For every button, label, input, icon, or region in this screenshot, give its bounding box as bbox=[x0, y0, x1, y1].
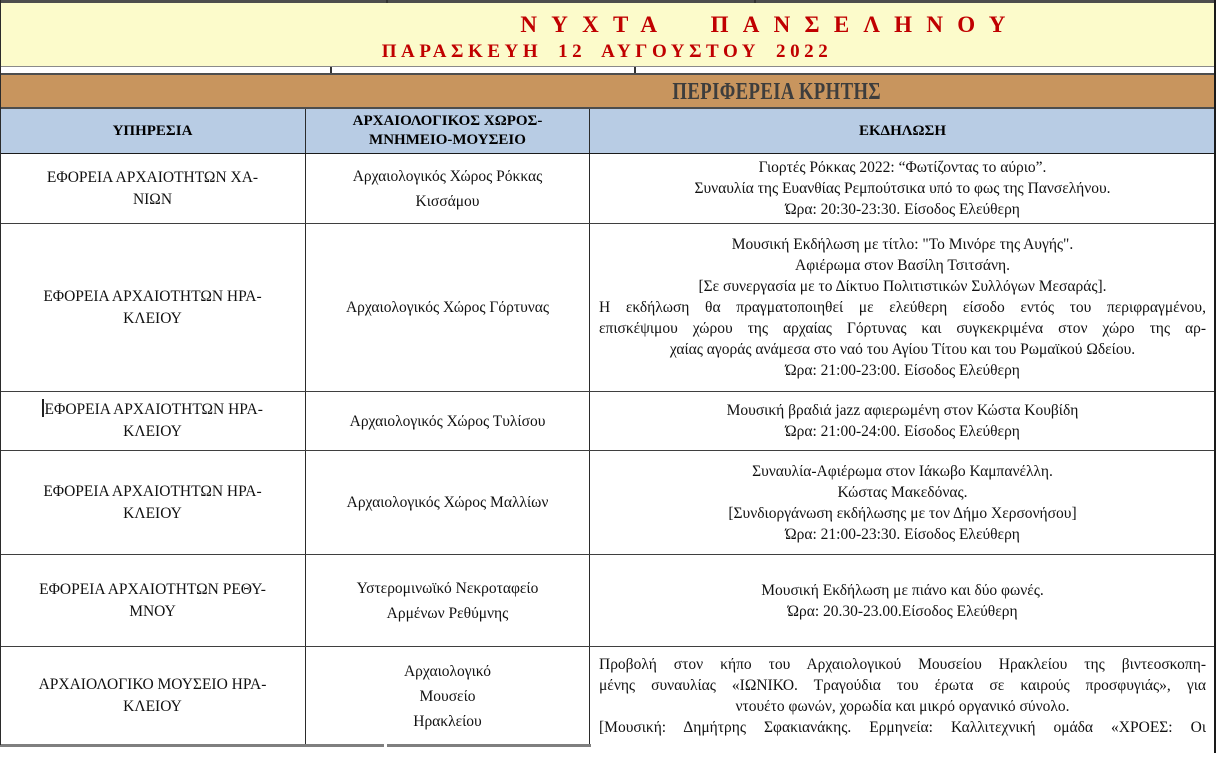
text-line: ΚΛΕΙΟΥ bbox=[123, 504, 182, 522]
text-line: ΚΛΕΙΟΥ bbox=[123, 423, 182, 440]
page-cut-notch bbox=[384, 744, 387, 747]
text-line: Μουσείο bbox=[419, 687, 476, 705]
text-line: Γιορτές Ρόκκας 2022: “Φωτίζοντας το αύριο”. bbox=[758, 159, 1047, 176]
text-line: Αρχαιολογικό bbox=[403, 662, 491, 680]
text-line: Ηρακλείου bbox=[413, 712, 482, 730]
event-cell[interactable] bbox=[590, 224, 1215, 391]
text-line: Ώρα: 21:00-23:30. Είσοδος Ελεύθερη bbox=[785, 525, 1020, 543]
text-line: Μουσική Εκδήλωση με τίτλο: "Το Μινόρε της Αυγής". bbox=[731, 236, 1074, 253]
text-line: ΚΛΕΙΟΥ bbox=[123, 698, 182, 715]
site-cell[interactable] bbox=[306, 555, 590, 646]
site-cell[interactable] bbox=[306, 647, 590, 745]
text-line: Υστερομινωϊκό Νεκροταφείο bbox=[356, 579, 539, 597]
text-line: Κισσάμου bbox=[415, 192, 480, 210]
text-cursor bbox=[42, 399, 43, 417]
text-line: Μουσική βραδιά jazz αφιερωμένη στον Κώστα Κουβίδη bbox=[726, 402, 1079, 419]
text-line: Ώρα: 20:30-23:30. Είσοδος Ελεύθερη bbox=[785, 201, 1020, 218]
events-table bbox=[0, 109, 1215, 745]
table-row bbox=[0, 555, 1215, 647]
col-header-label: ΕΚΔΗΛΩΣΗ bbox=[859, 122, 946, 139]
service-cell[interactable] bbox=[0, 392, 306, 450]
text-line: ντουέτο φωνών, χορωδία και μικρό οργανικό σύνολο. bbox=[735, 698, 1070, 715]
service-cell[interactable] bbox=[0, 555, 306, 646]
site-cell[interactable] bbox=[306, 392, 590, 450]
text-line: Αρμένων Ρεθύμνης bbox=[386, 604, 509, 622]
text-line: Αρχαιολογικός Χώρος Ρόκκας bbox=[352, 167, 543, 185]
region-title[interactable]: ΠΕΡΙΦΕΡΕΙΑ ΚΡΗΤΗΣ bbox=[672, 79, 882, 105]
text-line: ΕΦΟΡΕΙΑ ΑΡΧΑΙΟΤΗΤΩΝ ΗΡΑ- bbox=[10, 399, 295, 421]
text-line: [Συνδιοργάνωση εκδήλωσης με τον Δήμο Χερσονήσου] bbox=[728, 504, 1077, 522]
text-line: Συναυλία της Ευανθίας Ρεμπούτσικα υπό το φως της Πανσελήνου. bbox=[694, 180, 1111, 197]
text-line: Ώρα: 21:00-24:00. Είσοδος Ελεύθερη bbox=[785, 423, 1020, 440]
col-header-service[interactable] bbox=[0, 109, 306, 153]
text-line: ΕΦΟΡΕΙΑ ΑΡΧΑΙΟΤΗΤΩΝ ΗΡΑ- bbox=[43, 482, 262, 500]
table-header-row bbox=[0, 109, 1215, 154]
text-line: Προβολή στον κήπο του Αρχαιολογικού Μουσείου Ηρακλείου της βιντεοσκοπη- bbox=[599, 656, 1206, 673]
service-cell[interactable] bbox=[0, 224, 306, 391]
service-cell[interactable] bbox=[0, 647, 306, 745]
event-title[interactable]: ΝΥΧΤΑ ΠΑΝΣΕΛΗΝΟΥ bbox=[520, 12, 1020, 37]
table-row bbox=[0, 451, 1215, 555]
region-band bbox=[0, 73, 1214, 109]
text-line: Ώρα: 20.30-23.00.Είσοδος Ελεύθερη bbox=[787, 602, 1018, 620]
table-row bbox=[0, 392, 1215, 451]
table-left-border bbox=[0, 0, 1, 745]
col-header-label: ΜΝΗΜΕΙΟ-ΜΟΥΣΕΙΟ bbox=[369, 132, 526, 148]
event-cell[interactable] bbox=[590, 154, 1215, 223]
table-row bbox=[0, 224, 1215, 392]
col-header-label: ΥΠΗΡΕΣΙΑ bbox=[112, 122, 193, 139]
text-line: ΜΝΟΥ bbox=[129, 602, 176, 620]
col-header-event[interactable] bbox=[590, 109, 1215, 153]
text-line: Αφιέρωμα στον Βασίλη Τσιτσάνη. bbox=[795, 257, 1010, 274]
text-line: Η εκδήλωση θα πραγματοποιηθεί με ελεύθερη είσοδο εντός του περιφραγμένου, bbox=[599, 299, 1206, 316]
col-header-site[interactable] bbox=[306, 109, 590, 153]
text-line: [Σε συνεργασία με το Δίκτυο Πολιτιστικών Συλλόγων Μεσαράς]. bbox=[698, 278, 1107, 295]
text-line: Ώρα: 21:00-23:00. Είσοδος Ελεύθερη bbox=[785, 362, 1020, 379]
event-date[interactable]: ΠΑΡΑΣΚΕΥΗ 12 ΑΥΓΟΥΣΤΟΥ 2022 bbox=[381, 41, 833, 62]
title-band bbox=[0, 3, 1214, 67]
table-right-border bbox=[1214, 0, 1216, 753]
table-row bbox=[0, 647, 1215, 745]
site-cell[interactable] bbox=[306, 154, 590, 223]
table-row bbox=[0, 154, 1215, 224]
page-cut-line bbox=[0, 744, 591, 747]
text-line: ΕΦΟΡΕΙΑ ΑΡΧΑΙΟΤΗΤΩΝ ΗΡΑ- bbox=[43, 287, 262, 305]
site-cell[interactable] bbox=[306, 224, 590, 391]
text-line: ΑΡΧΑΙΟΛΟΓΙΚΟ ΜΟΥΣΕΙΟ ΗΡΑ- bbox=[38, 676, 267, 693]
service-cell[interactable] bbox=[0, 154, 306, 223]
text-line: [Μουσική: Δημήτρης Σφακιανάκης. Ερμηνεία: Καλλιτεχνική ομάδα «ΧΡΟΕΣ: Οι bbox=[599, 719, 1206, 736]
text-line: μένης συναυλίας «ΙΩΝΙΚΟ. Τραγούδια του έρωτα σε καιρούς προσφυγιάς», για bbox=[599, 677, 1206, 694]
text-line: Κώστας Μακεδόνας. bbox=[837, 483, 968, 501]
site-cell[interactable] bbox=[306, 451, 590, 554]
text-line: Αρχαιολογικός Χώρος Μαλλίων bbox=[346, 494, 549, 511]
event-cell[interactable] bbox=[590, 555, 1215, 646]
text-line: ΕΦΟΡΕΙΑ ΑΡΧΑΙΟΤΗΤΩΝ ΡΕΘΥ- bbox=[39, 580, 266, 598]
service-cell[interactable] bbox=[0, 451, 306, 554]
text-line: Αρχαιολογικός Χώρος Γόρτυνας bbox=[345, 299, 550, 316]
table-body bbox=[0, 154, 1215, 745]
text-line: ΕΦΟΡΕΙΑ ΑΡΧΑΙΟΤΗΤΩΝ ΧΑ- bbox=[46, 168, 259, 186]
text-line: Συναυλία-Αφιέρωμα στον Ιάκωβο Καμπανέλλη. bbox=[752, 462, 1053, 480]
text-line: Μουσική Εκδήλωση με πιάνο και δύο φωνές. bbox=[761, 581, 1044, 599]
text-line: ΚΛΕΙΟΥ bbox=[123, 309, 182, 327]
col-header-label: ΑΡΧΑΙΟΛΟΓΙΚΟΣ ΧΩΡΟΣ- bbox=[352, 113, 543, 129]
event-cell[interactable] bbox=[590, 392, 1215, 450]
text-line: ΝΙΩΝ bbox=[132, 190, 173, 208]
event-cell[interactable] bbox=[590, 451, 1215, 554]
text-line: χαίας αγοράς ανάμεσα στο ναό του Αγίου Τίτου και του Ρωμαϊκού Ωδείου. bbox=[669, 341, 1136, 358]
text-line: Αρχαιολογικός Χώρος Τυλίσου bbox=[349, 412, 546, 430]
event-cell[interactable] bbox=[590, 647, 1215, 745]
text-line: επισκέψιμου χώρου της αρχαίας Γόρτυνας και συγκεκριμένα στον χώρο της αρ- bbox=[599, 320, 1206, 337]
